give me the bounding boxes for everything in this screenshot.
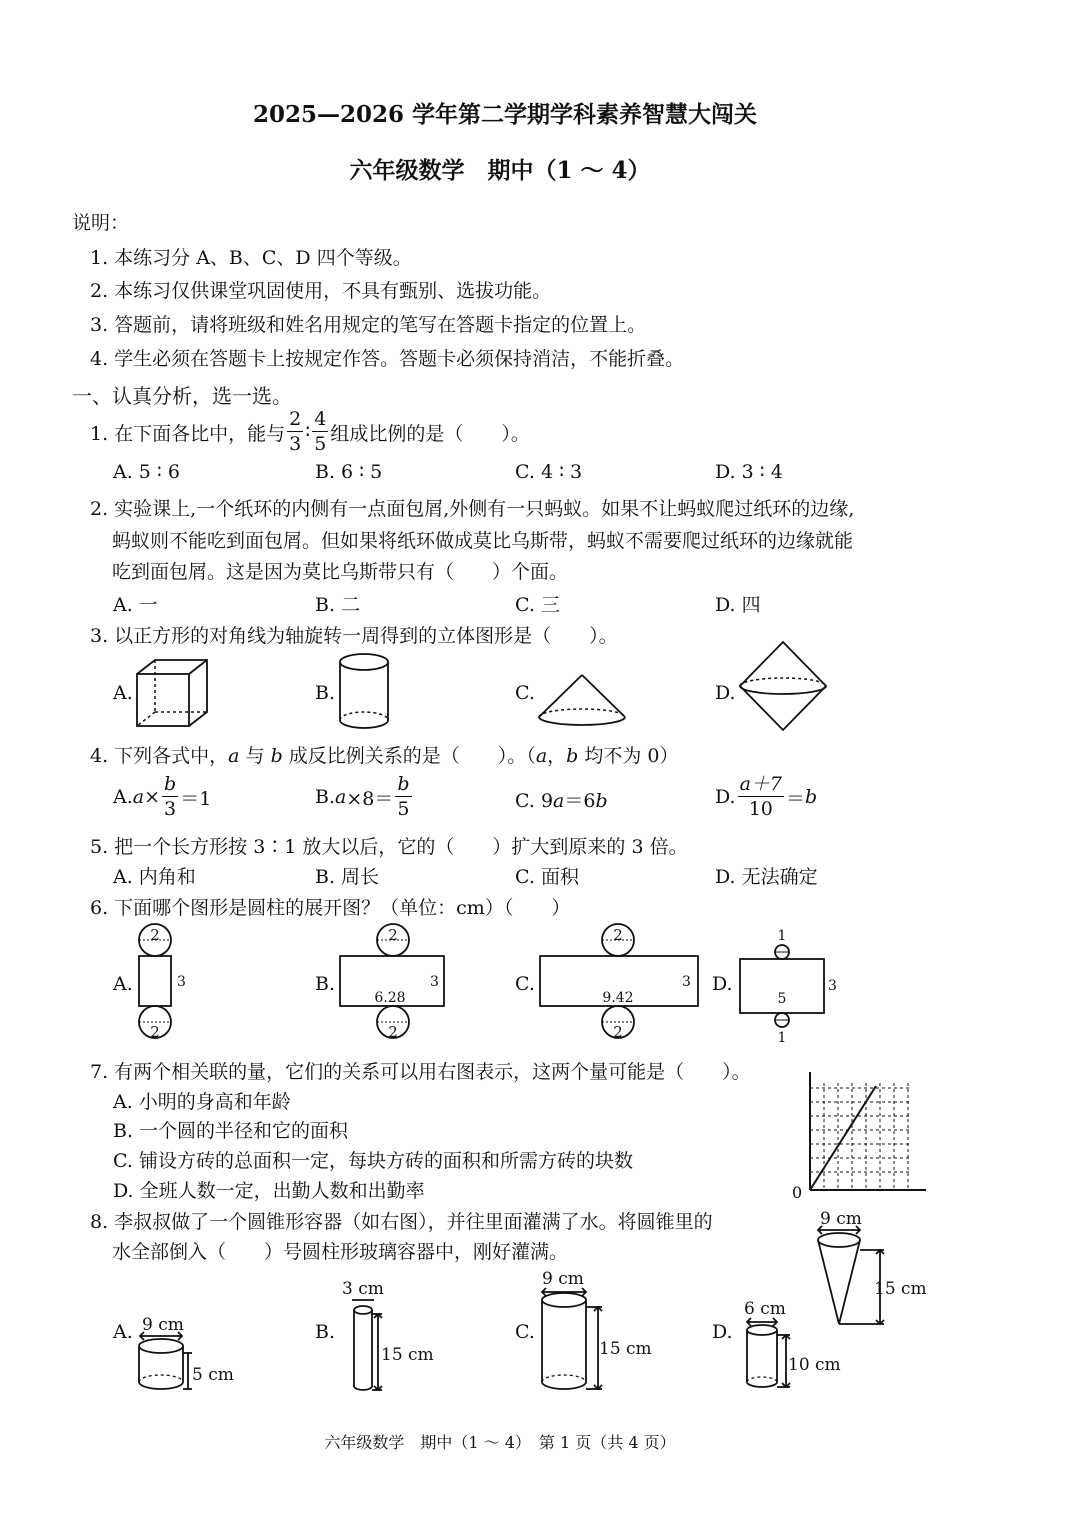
fraction-numerator: a＋7 xyxy=(739,773,783,795)
q4-text xyxy=(90,741,679,768)
variable: a xyxy=(553,790,565,812)
exam-title: 2025—2026 学年第二学期学科素养智慧大闯关 xyxy=(252,101,758,128)
cone-figure xyxy=(537,673,627,728)
exam-subtitle: 六年级数学 期中（1 ～ 4） xyxy=(349,157,651,184)
fraction xyxy=(312,410,328,454)
cylinder-d-figure xyxy=(742,1296,852,1396)
circle-diameter-label: 2 xyxy=(613,1023,623,1041)
fraction-numerator: b xyxy=(164,773,177,795)
side-length-label: 3 xyxy=(828,978,837,994)
option-label: B. xyxy=(315,786,336,808)
note-item: 3. 答题前，请将班级和姓名用规定的笔写在答题卡指定的位置上。 xyxy=(90,314,647,336)
option-a[interactable]: A. 5 ∶ 6 xyxy=(113,461,181,483)
variable: a xyxy=(335,786,347,808)
q4-prefix: 4. 下列各式中， xyxy=(90,745,229,767)
option-d[interactable]: D. 无法确定 xyxy=(715,866,818,888)
cylinder-a-figure xyxy=(134,1310,254,1400)
option-b[interactable]: B. xyxy=(315,973,336,995)
option-b[interactable]: B. 一个圆的半径和它的面积 xyxy=(113,1120,349,1142)
option-b[interactable]: B. xyxy=(315,1321,336,1343)
option-a[interactable]: A. xyxy=(113,682,133,704)
fraction-denominator: 10 xyxy=(748,798,773,820)
cylinder-net-c xyxy=(538,922,703,1047)
fraction-numerator: 2 xyxy=(289,408,302,430)
cylinder-net-b xyxy=(338,922,463,1047)
fraction-numerator: b xyxy=(397,773,410,795)
fraction-denominator: 5 xyxy=(397,798,410,820)
cylinder-net-d xyxy=(738,922,838,1047)
question-1 xyxy=(90,406,530,458)
bottom-length-label: 9.42 xyxy=(602,990,634,1006)
cylinder-height-label: 5 cm xyxy=(192,1365,234,1385)
cylinder-diameter-label: 6 cm xyxy=(744,1299,786,1319)
option-d[interactable]: D. xyxy=(712,1321,733,1343)
option-c[interactable]: C. 三 xyxy=(515,594,560,616)
q8-line: 水全部倒入（ ）号圆柱形玻璃容器中，刚好灌满。 xyxy=(112,1241,569,1263)
ratio-colon: ∶ xyxy=(305,421,311,443)
double-cone-figure xyxy=(738,640,828,732)
cylinder-height-label: 10 cm xyxy=(788,1355,841,1375)
circle-diameter-label: 2 xyxy=(150,1023,160,1041)
bottom-length-label: 6.28 xyxy=(374,990,406,1006)
variable: b xyxy=(595,790,608,812)
cylinder-c-figure xyxy=(538,1266,658,1396)
fraction xyxy=(287,410,303,454)
q4-connector: 与 xyxy=(239,745,271,767)
variable: b xyxy=(805,786,818,808)
option-b[interactable]: B. 二 xyxy=(315,594,361,616)
option-a[interactable]: A. 一 xyxy=(113,594,158,616)
notes-heading: 说明： xyxy=(72,212,130,234)
option-c[interactable]: C. 铺设方砖的总面积一定，每块方砖的面积和所需方砖的块数 xyxy=(113,1150,633,1172)
fraction-numerator: 4 xyxy=(314,408,327,430)
option-a[interactable]: A. 内角和 xyxy=(113,866,196,888)
operator: × xyxy=(144,786,161,808)
option-label: C. 9 xyxy=(515,790,554,812)
q4-note: 均不为 0） xyxy=(578,745,679,767)
fraction xyxy=(162,775,178,819)
option-label: D. xyxy=(715,786,736,808)
option-b[interactable]: B. xyxy=(315,682,336,704)
option-d[interactable]: D. 3 ∶ 4 xyxy=(715,461,783,483)
q6-text: 6. 下面哪个图形是圆柱的展开图？（单位：cm）（ ） xyxy=(90,897,571,919)
option-d[interactable]: D. 四 xyxy=(715,594,761,616)
option-label: A. xyxy=(113,786,133,808)
q7-graph xyxy=(790,1068,930,1202)
option-a[interactable]: A. 小明的身高和年龄 xyxy=(113,1091,291,1113)
option-c[interactable]: C. 面积 xyxy=(515,866,579,888)
section-heading: 一、认真分析，选一选。 xyxy=(72,384,292,408)
bottom-length-label: 5 xyxy=(777,991,787,1007)
cone-diameter-label: 9 cm xyxy=(820,1209,862,1229)
circle-diameter-label: 2 xyxy=(150,926,160,944)
cylinder-height-label: 15 cm xyxy=(599,1339,652,1359)
variable-b: b xyxy=(270,745,283,767)
cone-height-label: 15 cm xyxy=(874,1279,927,1299)
equation-rhs: ＝1 xyxy=(180,787,212,810)
circle-diameter-label: 2 xyxy=(388,1023,398,1041)
variable-a: a xyxy=(535,745,548,767)
fraction-denominator: 3 xyxy=(164,798,177,820)
side-length-label: 3 xyxy=(430,974,439,990)
circle-diameter-label: 1 xyxy=(777,1030,787,1046)
option-b[interactable]: B. 周长 xyxy=(315,866,380,888)
option-c[interactable]: C. 4 ∶ 3 xyxy=(515,461,583,483)
note-item: 1. 本练习分 A、B、C、D 四个等级。 xyxy=(90,247,412,269)
fraction xyxy=(395,775,411,819)
q2-line: 蚂蚁则不能吃到面包屑。但如果将纸环做成莫比乌斯带，蚂蚁不需要爬过纸环的边缘就能 xyxy=(112,530,854,552)
note-item: 4. 学生必须在答题卡上按规定作答。答题卡必须保持消洁，不能折叠。 xyxy=(90,348,685,370)
variable-a: a xyxy=(228,745,240,767)
option-a[interactable]: A. xyxy=(113,1321,133,1343)
option-b[interactable] xyxy=(315,772,414,822)
option-d[interactable] xyxy=(715,772,817,822)
side-length-label: 3 xyxy=(177,974,186,990)
circle-diameter-label: 2 xyxy=(613,926,623,944)
operator: ×8＝ xyxy=(346,787,394,810)
option-c[interactable]: C. xyxy=(515,973,535,995)
q5-text: 5. 把一个长方形按 3∶1 放大以后，它的（ ）扩大到原来的 3 倍。 xyxy=(90,836,688,858)
q7-text: 7. 有两个相关联的量，它们的关系可以用右图表示，这两个量可能是（ ）。 xyxy=(90,1061,751,1083)
cube-figure xyxy=(135,658,210,733)
q2-line: 2. 实验课上,一个纸环的内侧有一点面包屑,外侧有一只蚂蚁。如果不让蚂蚁爬过纸环的边缘, xyxy=(90,498,855,520)
operator: ＝ xyxy=(786,787,806,810)
side-length-label: 3 xyxy=(682,974,691,990)
cylinder-figure xyxy=(338,652,390,732)
option-b[interactable]: B. 6 ∶ 5 xyxy=(315,461,383,483)
note-item: 2. 本练习仅供课堂巩固使用，不具有甄别、选拔功能。 xyxy=(90,280,552,302)
cylinder-height-label: 15 cm xyxy=(381,1345,434,1365)
option-c[interactable]: C. xyxy=(515,1321,535,1343)
fraction xyxy=(738,775,784,819)
page-footer: 六年级数学 期中（1 ～ 4） 第 1 页（共 4 页） xyxy=(324,1433,676,1452)
q1-prefix: 1. 在下面各比中，能与 xyxy=(90,422,286,445)
fraction-denominator: 5 xyxy=(314,433,327,455)
variable-b: b xyxy=(566,745,579,767)
q4-comma: ， xyxy=(547,745,567,767)
cylinder-diameter-label: 9 cm xyxy=(142,1315,184,1335)
fraction-denominator: 3 xyxy=(289,433,302,455)
cylinder-net-a xyxy=(130,922,200,1047)
variable: a xyxy=(132,786,145,808)
option-c[interactable] xyxy=(515,786,608,813)
operator: ＝6 xyxy=(564,790,596,812)
option-d[interactable]: D. 全班人数一定，出勤人数和出勤率 xyxy=(113,1180,425,1202)
q2-line: 吃到面包屑。这是因为莫比乌斯带只有（ ）个面。 xyxy=(112,561,569,583)
option-a[interactable] xyxy=(113,772,211,822)
graph-origin-label: 0 xyxy=(792,1183,803,1202)
option-a[interactable]: A. xyxy=(113,973,133,995)
q4-suffix: 成反比例关系的是（ ）。（ xyxy=(282,745,536,767)
q1-suffix: 组成比例的是（ ）。 xyxy=(330,422,530,445)
q8-line: 8. 李叔叔做了一个圆锥形容器（如右图），并往里面灌满了水。将圆锥里的 xyxy=(90,1211,713,1233)
circle-diameter-label: 2 xyxy=(388,926,398,944)
option-c[interactable]: C. xyxy=(515,682,535,704)
cylinder-diameter-label: 3 cm xyxy=(342,1279,384,1299)
q3-text: 3. 以正方形的对角线为轴旋转一周得到的立体图形是（ ）。 xyxy=(90,625,618,647)
cylinder-b-figure xyxy=(338,1274,448,1399)
option-d[interactable]: D. xyxy=(712,973,733,995)
cylinder-diameter-label: 9 cm xyxy=(542,1269,584,1289)
option-d[interactable]: D. xyxy=(715,682,736,704)
circle-diameter-label: 1 xyxy=(777,928,787,944)
